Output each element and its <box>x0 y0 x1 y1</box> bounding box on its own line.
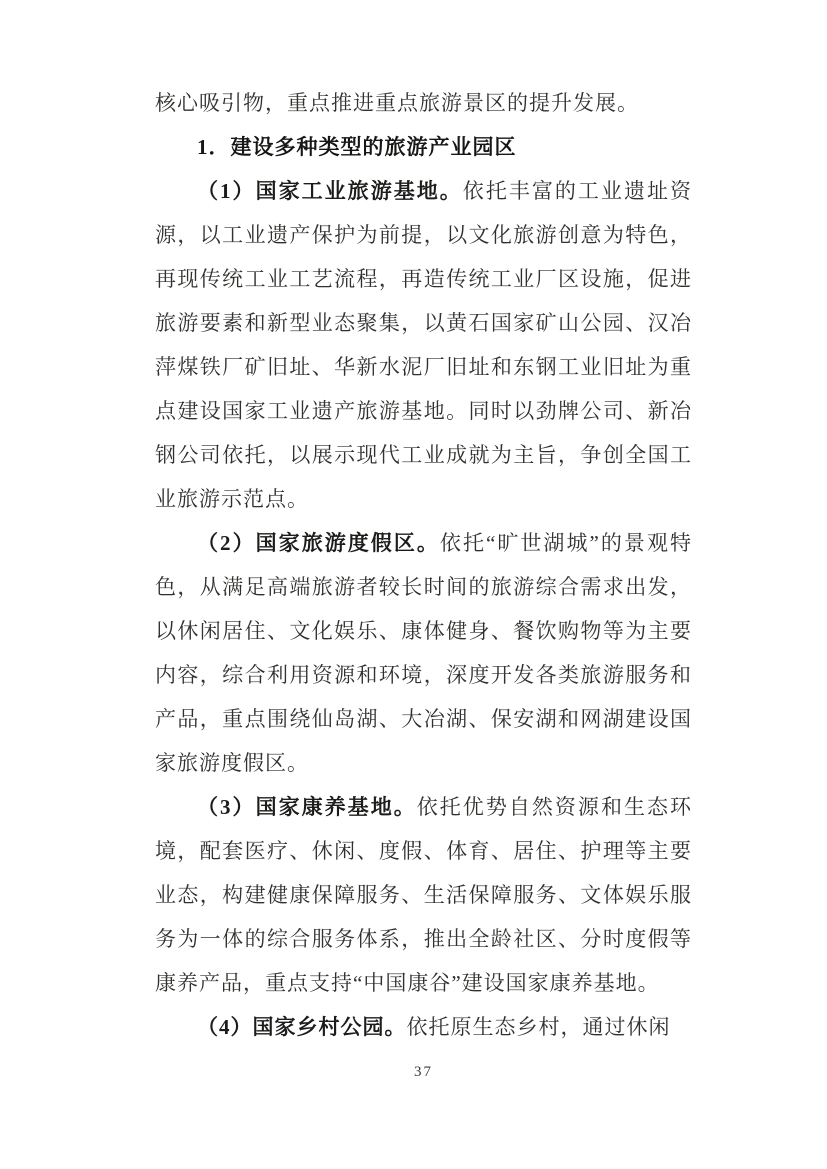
paragraph-2-lead: （2）国家旅游度假区。 <box>197 531 440 555</box>
paragraph-health-wellness-base <box>155 785 692 1005</box>
section-heading: 1．建设多种类型的旅游产业园区 <box>197 135 517 159</box>
paragraph-1-body: 依托丰富的工业遗址资源，以工业遗产保护为前提，以文化旅游创意为特色，再现传统工业工艺流程，再造传统工业厂区设施，促进旅游要素和新型业态聚集，以黄石国家矿山公园、汉冶萍煤铁厂矿旧址、华新水泥厂旧址和东钢工业旧址为重点建设国家工业遗产旅游基地。同时以劲牌公司、新冶钢公司依托，以展示现代工业成就为主旨，争创全国工业旅游示范点。 <box>155 179 693 511</box>
paragraph-4-body: 依托原生态乡村，通过休闲 <box>406 1015 671 1039</box>
paragraph-2-body: 依托“旷世湖城”的景观特色，从满足高端旅游者较长时间的旅游综合需求出发，以休闲居住、文化娱乐、康体健身、餐饮购物等为主要内容，综合利用资源和环境，深度开发各类旅游服务和产品，重点围绕仙岛湖、大冶湖、保安湖和网湖建设国家旅游度假区。 <box>155 531 692 775</box>
page-footer <box>155 1063 692 1081</box>
paragraph-1-lead: （1）国家工业旅游基地。 <box>197 179 463 203</box>
paragraph-4-lead: （4）国家乡村公园。 <box>197 1015 407 1039</box>
continuation-paragraph: 核心吸引物，重点推进重点旅游景区的提升发展。 <box>155 91 639 115</box>
page-number: 37 <box>414 1064 433 1080</box>
paragraph-industrial-tourism-base <box>155 169 692 521</box>
paragraph-tourism-resort-zone <box>155 521 692 785</box>
paragraph-national-rural-park <box>155 1005 692 1049</box>
document-body <box>155 81 692 1049</box>
paragraph-3-body: 依托优势自然资源和生态环境，配套医疗、休闲、度假、体育、居住、护理等主要业态，构建健康保障服务、生活保障服务、文体娱乐服务为一体的综合服务体系，推出全龄社区、分时度假等康养产品，重点支持“中国康谷”建设国家康养基地。 <box>155 795 693 995</box>
paragraph-3-lead: （3）国家康养基地。 <box>197 795 417 819</box>
